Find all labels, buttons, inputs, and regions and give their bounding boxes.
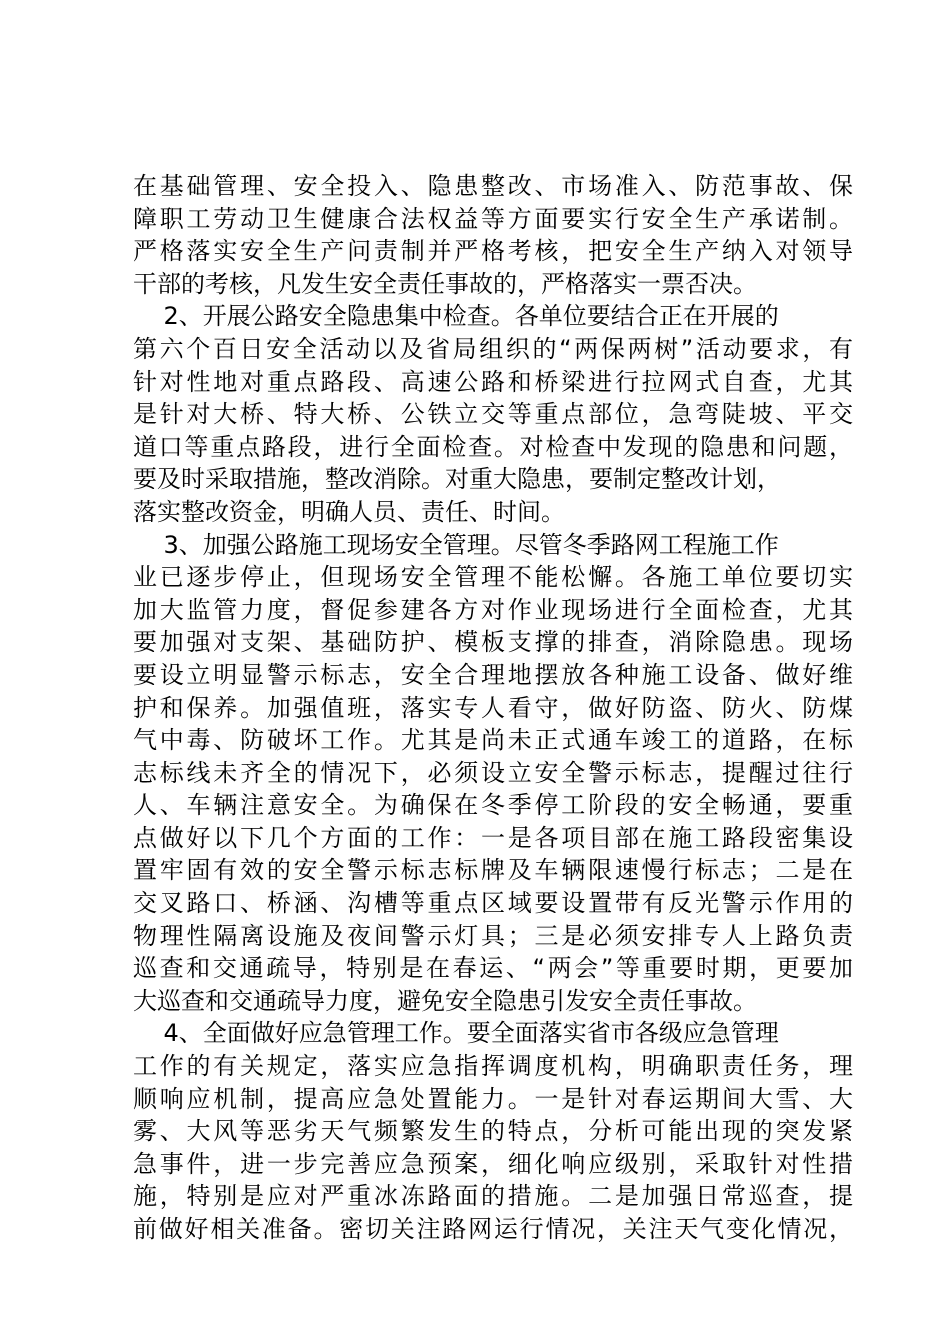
text-line: 护和保养。加强值班，落实专人看守，做好防盗、防火、防煤 xyxy=(133,693,853,722)
text-line: 施，特别是应对严重冰冻路面的措施。二是加强日常巡查，提 xyxy=(133,1182,853,1211)
text-line: 人、车辆注意安全。为确保在冬季停工阶段的安全畅通，要重 xyxy=(133,791,853,820)
text-line: 急事件，进一步完善应急预案，细化响应级别，采取针对性措 xyxy=(133,1149,853,1178)
text-line: 道口等重点路段，进行全面检查。对检查中发现的隐患和问题， xyxy=(133,432,853,461)
text-line: 针对性地对重点路段、高速公路和桥梁进行拉网式自查，尤其 xyxy=(133,367,853,396)
text-line: 干部的考核，凡发生安全责任事故的，严格落实一票否决。 xyxy=(133,269,757,298)
text-line: 要及时采取措施，整改消除。对重大隐患，要制定整改计划， xyxy=(133,465,781,494)
text-line: 严格落实安全生产问责制并严格考核，把安全生产纳入对领导 xyxy=(133,237,853,266)
text-line: 前做好相关准备。密切关注路网运行情况，关注天气变化情况， xyxy=(133,1215,853,1243)
text-line: 第六个百日安全活动以及省局组织的“两保两树”活动要求，有 xyxy=(133,334,853,363)
text-line: 加大监管力度，督促参建各方对作业现场进行全面检查，尤其 xyxy=(133,595,853,624)
text-line: 3、加强公路施工现场安全管理。尽管冬季路网工程施工作 xyxy=(133,530,779,559)
text-line: 交叉路口、桥涵、沟槽等重点区域要设置带有反光警示作用的 xyxy=(133,889,853,918)
text-line: 顺响应机制，提高应急处置能力。一是针对春运期间大雪、大 xyxy=(133,1084,853,1113)
document-body xyxy=(133,170,853,1246)
text-line: 工作的有关规定，落实应急指挥调度机构，明确职责任务，理 xyxy=(133,1052,853,1081)
text-line: 业已逐步停止，但现场安全管理不能松懈。各施工单位要切实 xyxy=(133,563,853,592)
text-line: 2、开展公路安全隐患集中检查。各单位要结合正在开展的 xyxy=(133,302,779,331)
text-line: 物理性隔离设施及夜间警示灯具；三是必须安排专人上路负责 xyxy=(133,921,853,950)
text-line: 气中毒、防破坏工作。尤其是尚未正式通车竣工的道路，在标 xyxy=(133,726,853,755)
text-line: 巡查和交通疏导，特别是在春运、“两会”等重要时期，更要加 xyxy=(133,954,853,983)
text-line: 要加强对支架、基础防护、模板支撑的排查，消除隐患。现场 xyxy=(133,628,853,657)
text-line: 大巡查和交通疏导力度，避免安全隐患引发安全责任事故。 xyxy=(133,986,757,1015)
text-line: 4、全面做好应急管理工作。要全面落实省市各级应急管理 xyxy=(133,1019,779,1048)
text-line: 是针对大桥、特大桥、公铁立交等重点部位，急弯陡坡、平交 xyxy=(133,400,853,429)
text-line: 落实整改资金，明确人员、责任、时间。 xyxy=(133,497,565,526)
text-line: 障职工劳动卫生健康合法权益等方面要实行安全生产承诺制。 xyxy=(133,204,853,233)
text-line: 点做好以下几个方面的工作：一是各项目部在施工路段密集设 xyxy=(133,823,853,852)
text-line: 志标线未齐全的情况下，必须设立安全警示标志，提醒过往行 xyxy=(133,758,853,787)
text-line: 要设立明显警示标志，安全合理地摆放各种施工设备、做好维 xyxy=(133,660,853,689)
text-line: 在基础管理、安全投入、隐患整改、市场准入、防范事故、保 xyxy=(133,172,853,200)
text-line: 置牢固有效的安全警示标志标牌及车辆限速慢行标志；二是在 xyxy=(133,856,853,885)
text-line: 雾、大风等恶劣天气频繁发生的特点，分析可能出现的突发紧 xyxy=(133,1117,853,1146)
